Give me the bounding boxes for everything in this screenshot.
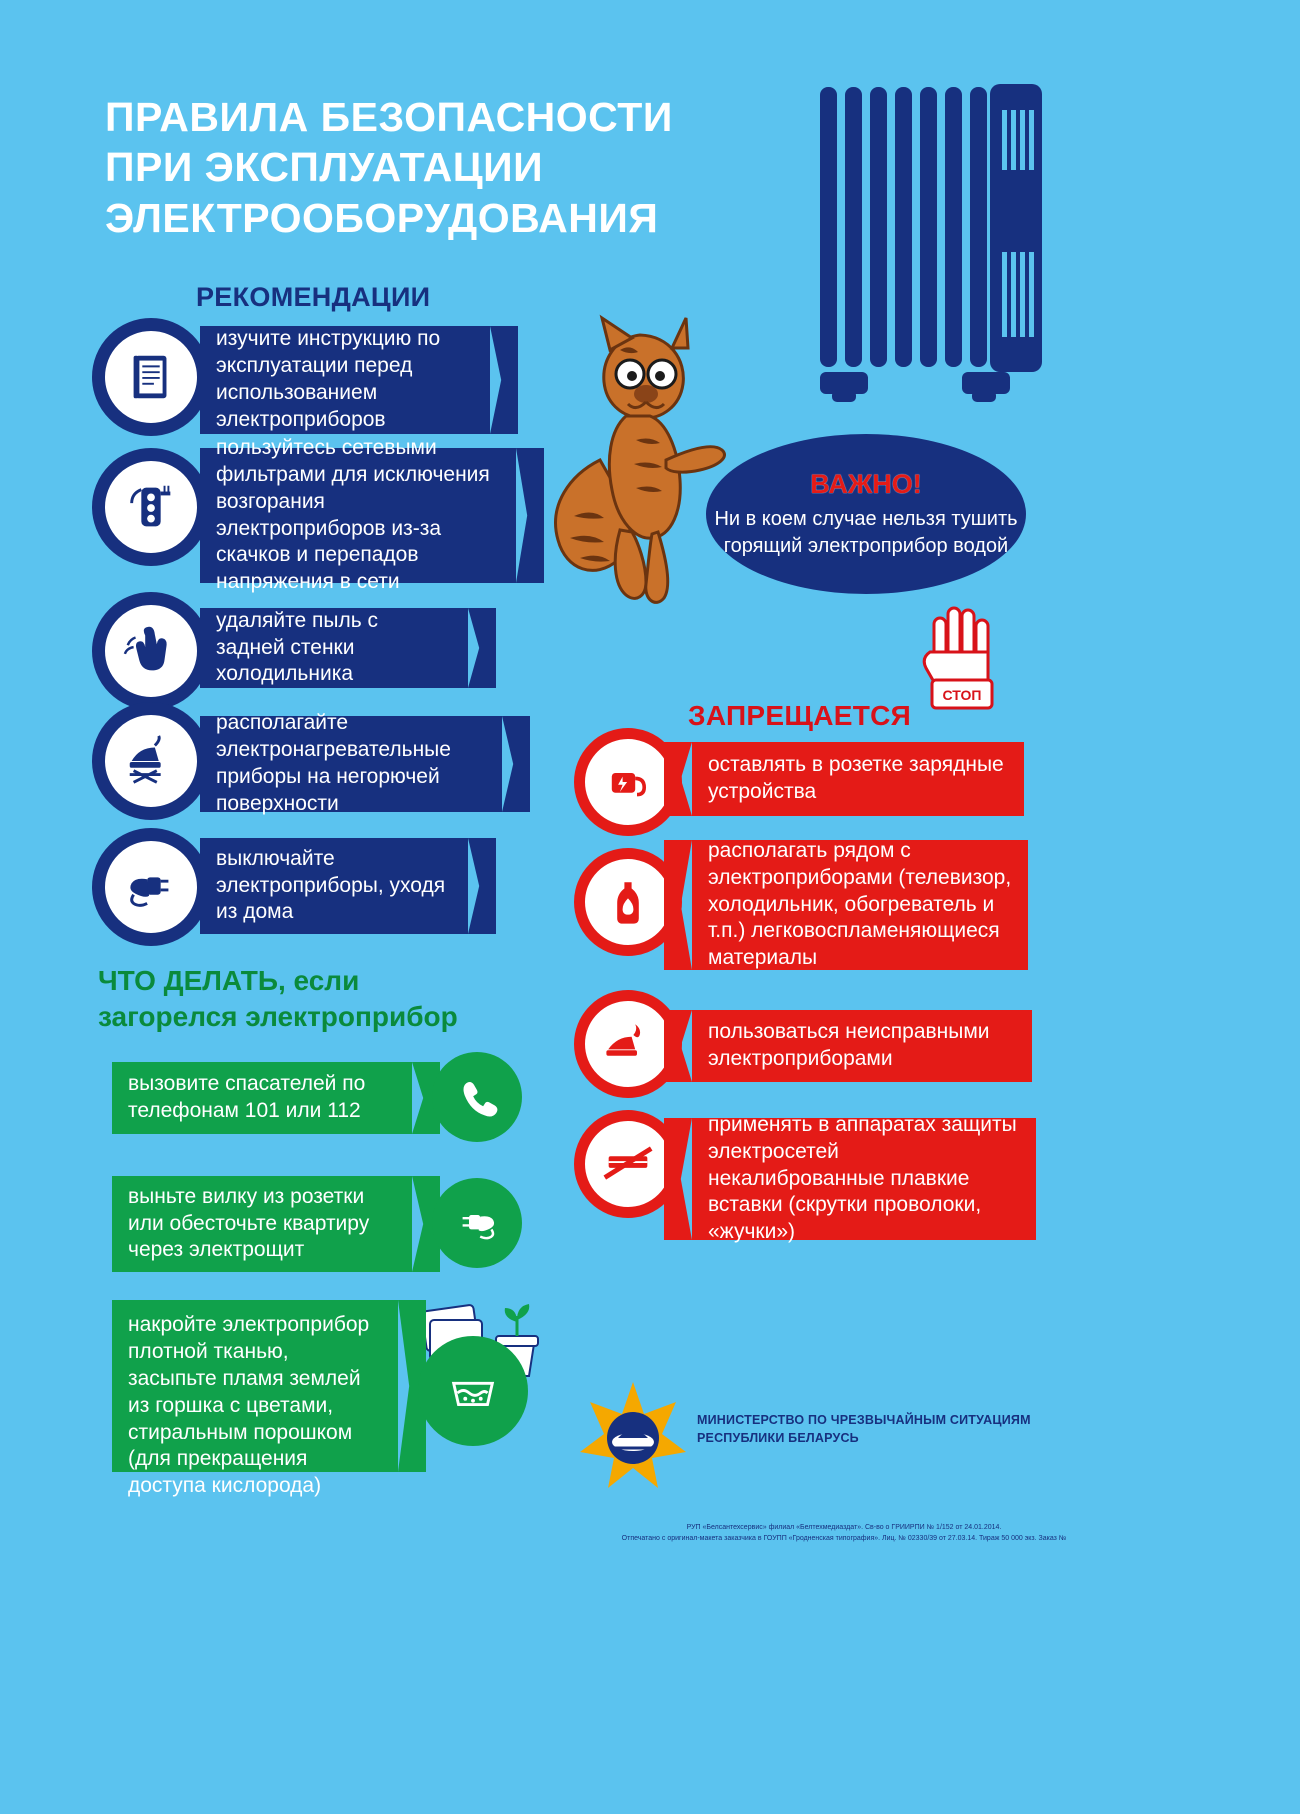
forbidden-text-3: пользоваться неисправными электроприборами: [708, 1020, 990, 1070]
what-to-do-heading: [98, 963, 568, 1036]
page-title: [105, 92, 825, 243]
ministry-label: [697, 1411, 1057, 1447]
what-to-do-text-3: накройте электроприбор плотной тканью, засыпьте пламя землей из горшка с цветами, стиральным порошком (для прекращения доступа кислорода): [128, 1313, 370, 1498]
ministry-line-1: МИНИСТЕРСТВО ПО ЧРЕЗВЫЧАЙНЫМ СИТУАЦИЯМ: [697, 1413, 1031, 1427]
recommendation-text-2: пользуйтесь сетевыми фильтрами для исключения возгорания электроприборов из-за скачков и перепадов напряжения в сети: [216, 435, 490, 594]
power-strip-icon: [92, 448, 210, 566]
mchs-emblem-icon: [578, 1380, 688, 1490]
unplug-hand-icon: [92, 828, 210, 946]
title-line-2: ПРИ ЭКСПЛУАТАЦИИ: [105, 144, 544, 191]
forbidden-heading: ЗАПРЕЩАЕТСЯ: [688, 700, 912, 731]
recommendation-banner-4: [200, 711, 502, 815]
forbidden-text-1: оставлять в розетке зарядные устройства: [708, 753, 1004, 803]
important-callout: [706, 434, 1026, 594]
imprint-text: [614, 1523, 1074, 1544]
stop-hand-icon: [920, 600, 1005, 720]
unplug-hand-icon: [432, 1178, 522, 1268]
svg-text:СТОП: СТОП: [942, 687, 982, 703]
what-to-do-banner-2: [112, 1176, 412, 1272]
imprint-line-2: Отпечатано с оригинал-макета заказчика в ГОУПП «Гродненская типография». Лиц. № 02330/39 от 27.03.14. Тираж 50 000 экз. Заказ №: [621, 1534, 1067, 1542]
recommendation-text-5: выключайте электроприборы, уходя из дома: [216, 846, 446, 924]
important-text: Ни в коем случае нельзя тушить горящий электроприбор водой: [714, 508, 1018, 557]
imprint-line-1: РУП «Белсантехсервис» филиал «Белтехмедиаздат». Св-во о ГРИИРПИ № 1/152 от 24.01.2014.: [686, 1524, 1002, 1531]
recommendation-text-1: изучите инструкцию по эксплуатации перед использованием электроприборов: [216, 327, 441, 431]
basin-with-soil-icon: [418, 1336, 528, 1446]
what-to-do-banner-1: [112, 1062, 412, 1134]
what-to-do-text-1: вызовите спасателей по телефонам 101 или 112: [128, 1072, 366, 1122]
recommendation-banner-3: [200, 608, 468, 688]
recommendation-banner-1: [200, 326, 490, 434]
ministry-line-2: РЕСПУБЛИКИ БЕЛАРУСЬ: [697, 1431, 859, 1446]
iron-on-surface-icon: [92, 702, 210, 820]
forbidden-banner-1: [692, 742, 1024, 816]
cat-mascot-icon: [540, 290, 770, 620]
what-to-do-heading-line1: ЧТО ДЕЛАТЬ, если: [98, 965, 360, 996]
recommendations-heading: РЕКОМЕНДАЦИИ: [196, 282, 431, 312]
recommendation-text-4: располагайте электронагревательные приборы на негорючей поверхности: [216, 711, 451, 815]
recommendation-banner-5: [200, 838, 468, 934]
what-to-do-text-2: выньте вилку из розетки или обесточьте квартиру через электрощит: [128, 1184, 370, 1262]
forbidden-text-4: применять в аппаратах защиты электросетей некалиброванные плавкие вставки (скрутки проволоки, «жучки»): [708, 1112, 1017, 1244]
recommendation-banner-2: [200, 435, 516, 594]
forbidden-banner-4: [692, 1112, 1036, 1244]
forbidden-text-2: располагать рядом с электроприборами (телевизор, холодильник, обогреватель и т.п.) легковоспламеняющиеся материалы: [708, 838, 1012, 970]
dust-cleaning-glove-icon: [92, 592, 210, 710]
oil-heater-icon: [812, 82, 1047, 412]
recommendation-text-3: удаляйте пыль с задней стенки холодильника: [216, 608, 378, 686]
phone-icon: [432, 1052, 522, 1142]
important-label: ВАЖНО!: [810, 469, 922, 500]
what-to-do-heading-line2: загорелся электроприбор: [98, 1001, 458, 1033]
what-to-do-banner-3: [112, 1300, 398, 1498]
manual-book-icon: [92, 318, 210, 436]
forbidden-banner-2: [692, 840, 1028, 970]
title-line-3: ЭЛЕКТРООБОРУДОВАНИЯ: [105, 194, 659, 241]
title-line-1: ПРАВИЛА БЕЗОПАСНОСТИ: [105, 94, 673, 140]
forbidden-banner-3: [692, 1010, 1032, 1082]
